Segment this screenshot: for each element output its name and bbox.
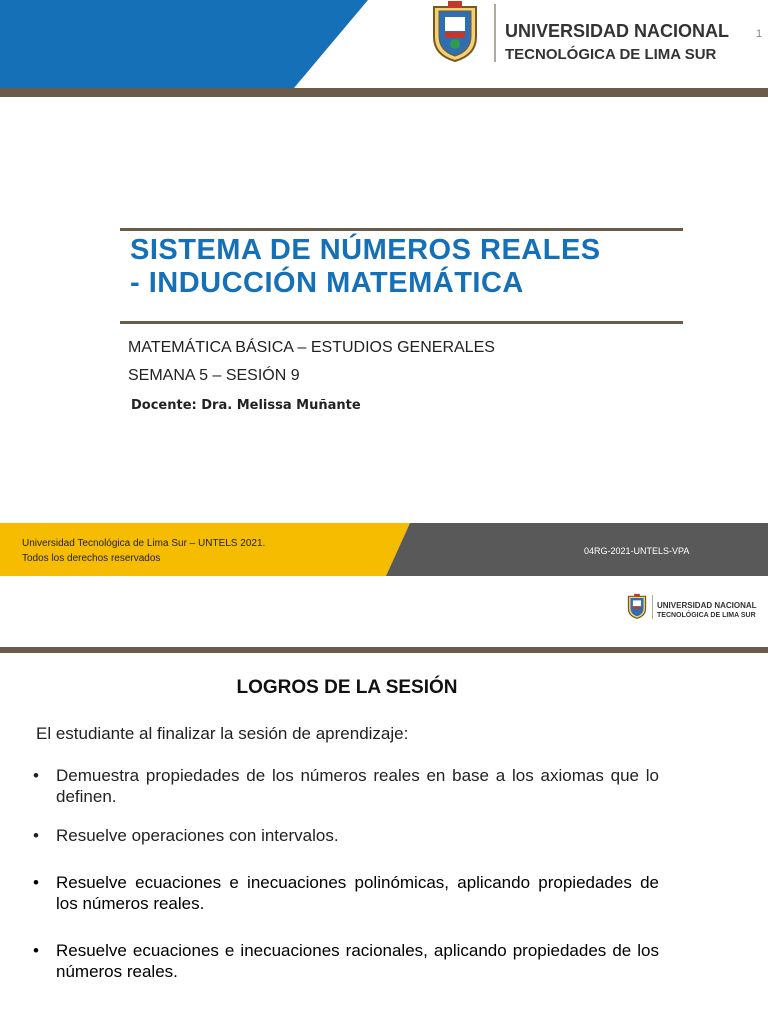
footer-copyright: Universidad Tecnológica de Lima Sur – UNTELS 2021.	[22, 538, 266, 549]
session-label: SEMANA 5 – SESIÓN 9	[128, 367, 300, 384]
university-name-line1: UNIVERSIDAD NACIONAL	[657, 601, 757, 610]
teacher-name: Docente: Dra. Melissa Muñante	[131, 398, 361, 413]
header-banner	[0, 0, 768, 88]
slide-number: 1	[756, 28, 763, 40]
logo-separator	[652, 595, 653, 619]
university-name-line2: TECNOLÓGICA DE LIMA SUR	[657, 612, 756, 619]
header-divider	[0, 647, 768, 653]
objectives-list	[33, 765, 659, 1000]
list-item: • Resuelve operaciones con intervalos.	[33, 825, 659, 846]
university-name-line1: UNIVERSIDAD NACIONAL	[505, 21, 730, 41]
title-line1: SISTEMA DE NÚMEROS REALES	[130, 234, 601, 266]
list-item: • Demuestra propiedades de los números reales en base a los axiomas que lo definen.	[33, 765, 659, 807]
title-line2: - INDUCCIÓN MATEMÁTICA	[130, 267, 524, 299]
list-item: • Resuelve ecuaciones e inecuaciones polinómicas, aplicando propiedades de los números reales.	[33, 872, 659, 914]
university-crest-icon	[428, 1, 482, 63]
intro-text: El estudiante al finalizar la sesión de aprendizaje:	[36, 724, 409, 743]
slide-title	[130, 234, 690, 300]
header-divider	[0, 88, 768, 97]
logo-separator	[494, 4, 496, 62]
university-name-line2: TECNOLÓGICA DE LIMA SUR	[505, 46, 717, 63]
title-rule-top	[120, 228, 683, 231]
slide-title: LOGROS DE LA SESIÓN	[236, 677, 458, 698]
footer-rights: Todos los derechos reservados	[22, 553, 161, 564]
university-crest-icon	[626, 593, 648, 620]
list-item: • Resuelve ecuaciones e inecuaciones racionales, aplicando propiedades de los números reales.	[33, 940, 659, 982]
title-rule-bottom	[120, 321, 683, 324]
objectives-slide	[0, 585, 768, 1024]
course-name: MATEMÁTICA BÁSICA – ESTUDIOS GENERALES	[128, 339, 495, 356]
footer-document-code: 04RG-2021-UNTELS-VPA	[584, 546, 690, 556]
